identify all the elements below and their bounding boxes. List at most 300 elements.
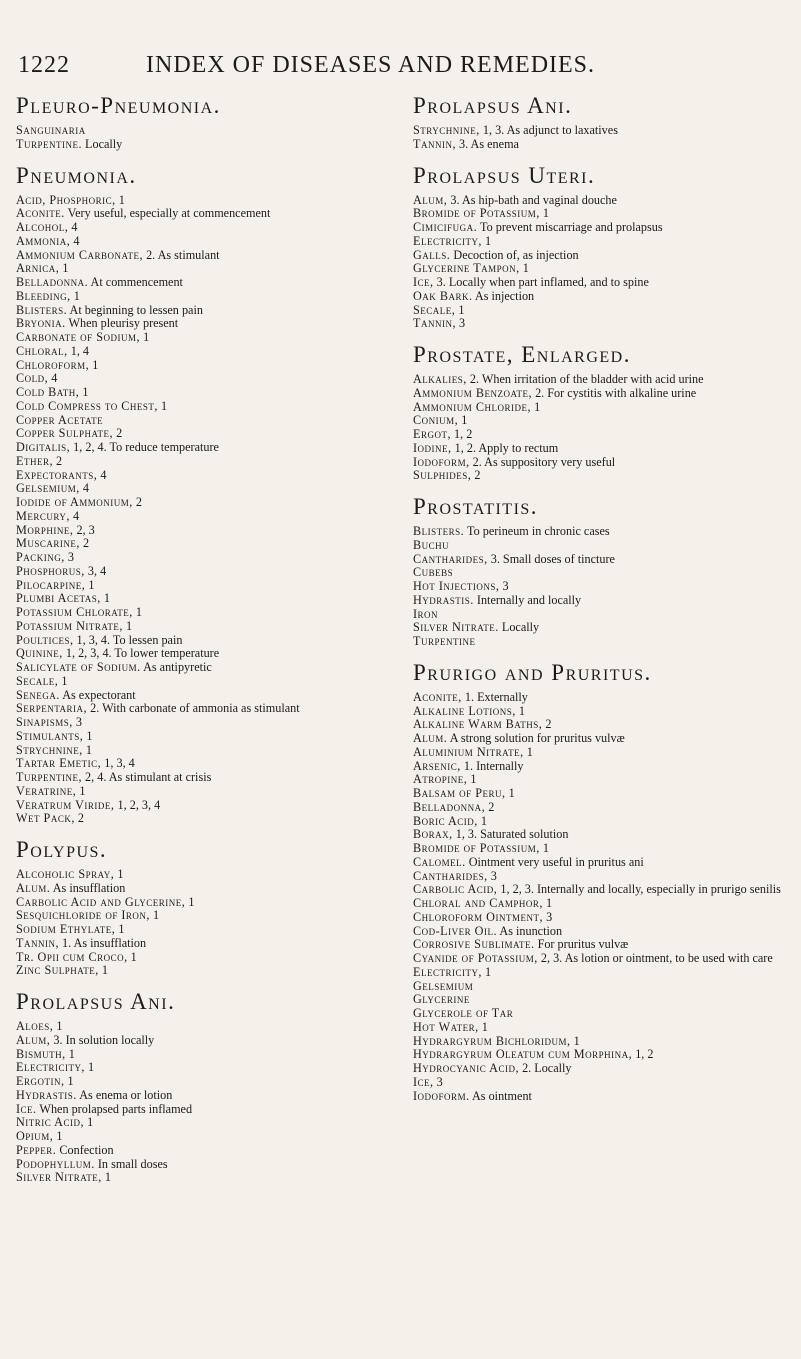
index-entry [16, 923, 391, 937]
remedy-name: Hydrastis. [413, 592, 474, 607]
remedy-name: Atropine, [413, 772, 468, 787]
remedy-note: A strong solution for pruritus vulvæ [447, 731, 625, 745]
index-entry [16, 579, 391, 593]
remedy-name: Acid, Phosphoric, [16, 192, 116, 207]
remedy-note: 1 [59, 261, 69, 276]
index-section-prolapsus-uteri [413, 162, 793, 332]
remedy-note: As ointment [469, 1088, 532, 1103]
index-entry [16, 496, 391, 510]
remedy-name: Buchu [413, 537, 450, 552]
index-entry [16, 896, 391, 910]
remedy-name: Aconite, [413, 689, 462, 704]
index-entry [16, 730, 391, 744]
remedy-note: 1 [127, 949, 137, 964]
remedy-note: 2 [74, 811, 85, 826]
remedy-note: 1 [481, 964, 492, 979]
remedy-note: 3 [543, 909, 553, 924]
remedy-note: 2. As suppository very useful [469, 454, 616, 469]
remedy-name: Blisters. [413, 524, 465, 538]
remedy-note: 3, 4 [84, 563, 107, 578]
index-entry [16, 221, 391, 235]
remedy-name: Bromide of Potassium, [413, 206, 540, 221]
remedy-note: 1. As insufflation [59, 935, 147, 950]
index-entry [413, 276, 793, 290]
remedy-note: 1, 2, 3. Internally and locally, especially in prurigo senilis [497, 882, 781, 897]
remedy-name: Wet Pack, [16, 811, 75, 826]
remedy-note: When pleurisy present [65, 316, 179, 331]
index-entry [16, 427, 391, 441]
remedy-note: 1 [115, 192, 125, 207]
remedy-name: Mercury, [16, 508, 70, 523]
remedy-name: Carbonate of Sodium, [16, 330, 141, 344]
left-column [16, 92, 391, 1195]
remedy-note: 1, 2. Apply to rectum [451, 440, 559, 455]
index-entry [16, 1130, 391, 1144]
index-entry [413, 966, 793, 980]
remedy-name: Bryonia. [16, 316, 66, 331]
remedy-note: 1 [76, 783, 86, 798]
remedy-name: Ammonium Chloride, [413, 399, 532, 414]
index-entry [16, 414, 391, 428]
remedy-note: 1 [101, 1170, 111, 1185]
index-entry [16, 331, 391, 345]
remedy-name: Belladonna. [16, 275, 89, 289]
index-entry [413, 815, 793, 829]
remedy-note: 1 [505, 786, 515, 800]
index-entry [413, 124, 793, 138]
remedy-name: Silver Nitrate, [16, 1170, 102, 1185]
remedy-note: 3 [456, 316, 466, 331]
remedy-note: 1, 2 [451, 427, 473, 441]
remedy-note: 1 [531, 399, 541, 414]
remedy-note: 4 [79, 481, 89, 496]
index-entry [413, 635, 793, 649]
index-section-prolapsus-ani [16, 988, 391, 1185]
remedy-note: 1 [53, 1129, 63, 1143]
index-entry [413, 221, 793, 235]
remedy-note: 1 [519, 261, 529, 276]
index-entry [413, 1048, 793, 1062]
remedy-note: 4 [68, 220, 78, 234]
remedy-name: Hydrastis. [16, 1087, 77, 1102]
remedy-name: Strychnine, [16, 742, 83, 757]
remedy-name: Calomel. [413, 854, 466, 869]
remedy-note: 1 [478, 1019, 488, 1034]
remedy-name: Chloroform, [16, 357, 90, 372]
index-entry [16, 661, 391, 675]
remedy-note: Locally [498, 620, 540, 635]
remedy-note: 1, 2, 3, 4. To lower temperature [62, 646, 220, 661]
index-entry [16, 716, 391, 730]
remedy-name: Hot Injections, [413, 579, 500, 593]
index-entry [413, 456, 793, 470]
remedy-name: Iodide of Ammonium, [16, 495, 133, 509]
remedy-name: Cold Compress to Chest, [16, 398, 158, 413]
remedy-name: Tr. Opii cum Croco, [16, 949, 128, 964]
index-entry [16, 551, 391, 565]
remedy-name: Chloral and Camphor, [413, 896, 543, 910]
remedy-name: Serpentaria, [16, 701, 88, 716]
index-entry [413, 842, 793, 856]
remedy-name: Alkaline Warm Baths, [413, 717, 543, 732]
remedy-note: 1 [458, 413, 468, 428]
remedy-name: Turpentine, [16, 770, 82, 784]
index-entry [413, 262, 793, 276]
page-number: 1222 [18, 52, 70, 78]
remedy-name: Aluminium Nitrate, [413, 744, 524, 759]
remedy-name: Nitric Acid, [16, 1115, 85, 1130]
remedy-note: 1, 2 [632, 1047, 654, 1062]
index-entry [16, 304, 391, 318]
remedy-note: Internally and locally [473, 592, 582, 607]
page-header [18, 52, 778, 86]
index-entry [16, 455, 391, 469]
index-entry [413, 387, 793, 401]
remedy-name: Belladonna, [413, 799, 486, 814]
index-section-prolapsus-ani [413, 92, 793, 152]
index-entry [413, 911, 793, 925]
index-entry [413, 1090, 793, 1104]
index-entry [16, 510, 391, 524]
remedy-name: Turpentine. [16, 136, 82, 151]
remedy-name: Ergot, [413, 427, 451, 441]
remedy-note: 1 [185, 894, 195, 909]
remedy-name: Electricity, [413, 964, 482, 979]
section-heading: Pneumonia. [16, 162, 137, 188]
remedy-name: Tannin, [413, 136, 456, 151]
remedy-name: Opium, [16, 1129, 54, 1143]
index-entry [413, 235, 793, 249]
index-entry [16, 317, 391, 331]
index-entry [413, 691, 793, 705]
remedy-name: Packing, [16, 550, 65, 564]
remedy-name: Turpentine [413, 634, 476, 648]
index-entry [16, 537, 391, 551]
remedy-name: Blisters. [16, 302, 68, 317]
remedy-note: 3. As hip-bath and vaginal douche [447, 192, 617, 207]
remedy-name: Podophyllum. [16, 1156, 95, 1171]
remedy-name: Cantharides, [413, 868, 488, 883]
index-entry [413, 138, 793, 152]
remedy-note: As antipyretic [140, 660, 212, 674]
remedy-note: As injection [472, 288, 535, 303]
section-heading: Prolapsus Uteri. [413, 162, 596, 188]
remedy-note: Confection [56, 1142, 114, 1157]
remedy-name: Morphine, [16, 522, 74, 537]
remedy-note: As insufflation [50, 880, 126, 895]
remedy-note: Very useful, especially at commencement [64, 206, 271, 221]
remedy-note: 1 [515, 703, 525, 718]
index-entry [16, 207, 391, 221]
remedy-note: 1 [89, 357, 99, 372]
remedy-note: 1 [53, 1019, 63, 1033]
index-entry [16, 359, 391, 373]
remedy-note: 3. Small doses of tincture [487, 551, 615, 566]
index-entry [413, 980, 793, 994]
remedy-note: 2 [485, 799, 495, 814]
index-entry [413, 207, 793, 221]
index-entry [413, 442, 793, 456]
remedy-note: 4 [69, 508, 80, 523]
remedy-note: For pruritus vulvæ [534, 937, 629, 952]
remedy-note: 2 [53, 453, 63, 468]
remedy-note: As inunction [497, 923, 563, 938]
index-entry [16, 386, 391, 400]
remedy-name: Ice, [413, 1074, 434, 1089]
remedy-name: Digitalis, [16, 440, 71, 454]
remedy-name: Gelsemium [413, 978, 474, 993]
remedy-name: Quinine, [16, 646, 63, 661]
index-entry [16, 1171, 391, 1185]
remedy-name: Alcohol, [16, 220, 69, 234]
remedy-name: Borax, [413, 827, 453, 842]
index-entry [413, 773, 793, 787]
index-section-prostatitis [413, 493, 793, 649]
remedy-name: Hot Water, [413, 1019, 479, 1034]
index-entry [16, 675, 391, 689]
index-entry [413, 428, 793, 442]
remedy-name: Chloroform Ointment, [413, 909, 544, 924]
index-entry [16, 606, 391, 620]
index-entry [16, 812, 391, 826]
index-entry [16, 345, 391, 359]
remedy-name: Cantharides, [413, 551, 488, 566]
remedy-name: Electricity, [16, 1060, 85, 1075]
remedy-note: 3. In solution locally [50, 1032, 155, 1047]
index-entry [413, 760, 793, 774]
index-entry [16, 951, 391, 965]
remedy-note: 3. As enema [456, 136, 519, 151]
remedy-name: Carbolic Acid and Glycerine, [16, 894, 186, 909]
index-entry [16, 138, 391, 152]
remedy-note: 1 [570, 1033, 580, 1048]
index-entry [16, 799, 391, 813]
remedy-name: Ammonia, [16, 233, 71, 248]
index-entry [413, 194, 793, 208]
index-entry [413, 897, 793, 911]
remedy-name: Arsenic, [413, 758, 461, 773]
remedy-note: 1 [149, 908, 160, 923]
index-entry [16, 1103, 391, 1117]
remedy-name: Bleeding, [16, 288, 71, 303]
remedy-note: To prevent miscarriage and prolapsus [477, 220, 663, 234]
remedy-note: 1. Externally [461, 689, 528, 704]
index-entry [16, 882, 391, 896]
index-entry [16, 1144, 391, 1158]
remedy-name: Boric Acid, [413, 813, 478, 828]
index-entry [16, 1158, 391, 1172]
remedy-note: 1 [79, 385, 89, 399]
remedy-name: Sinapisms, [16, 715, 73, 729]
index-entry [413, 1076, 793, 1090]
remedy-note: 1 [100, 591, 110, 606]
remedy-name: Pilocarpine, [16, 577, 86, 592]
remedy-name: Veratrine, [16, 783, 77, 798]
remedy-note: 1 [477, 813, 487, 828]
remedy-name: Copper Acetate [16, 412, 104, 427]
remedy-name: Glycerine Tampon, [413, 261, 520, 276]
remedy-note: 1 [542, 896, 553, 910]
index-entry [413, 608, 793, 622]
index-entry [413, 621, 793, 635]
remedy-name: Secale, [413, 302, 456, 317]
index-entry [16, 1061, 391, 1075]
remedy-note: 1, 2, 3, 4 [114, 797, 161, 812]
remedy-name: Cod-Liver Oil. [413, 923, 498, 938]
remedy-note: At beginning to lessen pain [67, 302, 203, 317]
remedy-note: 2 [79, 536, 90, 551]
remedy-note: 1 [539, 841, 549, 855]
remedy-name: Aconite. [16, 206, 65, 221]
index-entry [16, 647, 391, 661]
remedy-name: Poultices, [16, 632, 74, 647]
remedy-name: Cubebs [413, 565, 454, 580]
remedy-name: Chloral, [16, 343, 68, 358]
remedy-note: 3 [499, 579, 509, 593]
index-entry [413, 1062, 793, 1076]
remedy-name: Ether, [16, 453, 53, 468]
remedy-name: Copper Sulphate, [16, 426, 114, 441]
remedy-note: 1 [157, 398, 168, 413]
index-section-polypus [16, 836, 391, 978]
index-entry [16, 868, 391, 882]
remedy-note: 1 [523, 744, 533, 759]
remedy-name: Alcoholic Spray, [16, 867, 115, 881]
index-entry [413, 401, 793, 415]
remedy-note: Ointment very useful in pruritus ani [465, 854, 644, 869]
remedy-name: Ammonium Benzoate, [413, 385, 533, 400]
index-entry [16, 276, 391, 290]
remedy-note: 1 [455, 302, 465, 317]
remedy-name: Tannin, [16, 935, 59, 950]
right-column [413, 92, 793, 1113]
remedy-note: When prolapsed parts inflamed [36, 1101, 193, 1116]
index-entry [413, 828, 793, 842]
remedy-note: 1. Internally [460, 758, 524, 773]
remedy-note: 1 [65, 1046, 75, 1061]
remedy-name: Galls. [413, 247, 451, 262]
index-entry [16, 1048, 391, 1062]
remedy-name: Ice, [413, 275, 434, 289]
index-section-pleuro-pneumonia [16, 92, 391, 152]
remedy-name: Tartar Emetic, [16, 756, 102, 771]
remedy-name: Glycerole of Tar [413, 1006, 514, 1020]
remedy-note: 4 [97, 467, 107, 482]
remedy-name: Stimulants, [16, 728, 84, 743]
index-entry [413, 883, 793, 897]
index-entry [16, 757, 391, 771]
remedy-name: Potassium Chlorate, [16, 605, 133, 619]
remedy-note: 2, 3 [73, 522, 95, 537]
remedy-name: Bromide of Potassium, [413, 841, 540, 855]
remedy-name: Electricity, [413, 233, 482, 248]
index-entry [16, 771, 391, 785]
remedy-name: Muscarine, [16, 536, 80, 551]
remedy-name: Alum. [413, 731, 448, 745]
remedy-note: 1 [467, 772, 477, 787]
index-entry [413, 938, 793, 952]
index-entry [16, 1020, 391, 1034]
remedy-name: Alkalies, [413, 372, 467, 386]
remedy-name: Sanguinaria [16, 123, 86, 137]
section-heading: Prostatitis. [413, 494, 539, 519]
remedy-note: In small doses [94, 1156, 168, 1171]
remedy-note: 2, 4. As stimulant at crisis [82, 770, 212, 784]
remedy-note: 2 [542, 717, 552, 732]
remedy-note: 4 [70, 233, 80, 248]
remedy-name: Aloes, [16, 1019, 54, 1033]
index-entry [413, 317, 793, 331]
remedy-name: Hydrargyrum Bichloridum, [413, 1033, 571, 1048]
index-entry [413, 1021, 793, 1035]
remedy-name: Hydrocyanic Acid, [413, 1061, 520, 1075]
section-heading: Pleuro-Pneumonia. [16, 93, 221, 118]
remedy-name: Alkaline Lotions, [413, 703, 516, 718]
page-title: INDEX OF DISEASES AND REMEDIES. [146, 52, 596, 78]
index-entry [16, 565, 391, 579]
index-entry [413, 787, 793, 801]
index-entry [413, 539, 793, 553]
index-entry [413, 525, 793, 539]
remedy-note: 3 [64, 550, 74, 564]
index-entry [16, 785, 391, 799]
index-entry [16, 1075, 391, 1089]
index-entry [413, 952, 793, 966]
remedy-note: 2. As stimulant [143, 247, 220, 262]
index-entry [16, 744, 391, 758]
remedy-name: Cimicifuga. [413, 220, 478, 234]
remedy-name: Senega. [16, 687, 60, 702]
index-entry [413, 1035, 793, 1049]
remedy-note: As expectorant [59, 687, 136, 702]
remedy-name: Conium, [413, 413, 459, 428]
remedy-note: As enema or lotion [76, 1087, 173, 1102]
remedy-name: Cold Bath, [16, 385, 80, 399]
remedy-note: 1 [98, 963, 108, 978]
remedy-note: Locally [82, 136, 123, 151]
remedy-name: Veratrum Viride, [16, 797, 115, 812]
index-entry [16, 620, 391, 634]
index-entry [413, 801, 793, 815]
remedy-note: 1 [58, 673, 68, 688]
index-entry [413, 304, 793, 318]
remedy-note: 1, 4 [67, 343, 90, 358]
index-entry [413, 566, 793, 580]
remedy-name: Sulphides, [413, 468, 472, 483]
remedy-name: Cyanide of Potassium, [413, 951, 538, 965]
remedy-note: 3 [72, 715, 82, 729]
index-entry [413, 553, 793, 567]
remedy-name: Iodoform. [413, 1088, 470, 1103]
remedy-note: 1, 3, 4 [101, 756, 135, 771]
remedy-note: 2. With carbonate of ammonia as stimulant [87, 701, 300, 716]
index-entry [16, 1116, 391, 1130]
index-entry [413, 718, 793, 732]
remedy-note: 1 [70, 288, 80, 303]
remedy-note: 1 [84, 1115, 94, 1130]
remedy-name: Corrosive Sublimate. [413, 937, 535, 952]
remedy-note: 2, 3. As lotion or ointment, to be used with care [537, 951, 773, 965]
index-entry [16, 194, 391, 208]
remedy-name: Ice. [16, 1101, 37, 1116]
remedy-note: 1 [84, 1060, 95, 1075]
index-entry [413, 993, 793, 1007]
remedy-name: Silver Nitrate. [413, 620, 499, 635]
remedy-name: Sesquichloride of Iron, [16, 908, 150, 923]
remedy-note: 1, 3, 4. To lessen pain [73, 632, 183, 647]
remedy-name: Tannin, [413, 316, 456, 331]
remedy-note: 4 [48, 371, 58, 386]
